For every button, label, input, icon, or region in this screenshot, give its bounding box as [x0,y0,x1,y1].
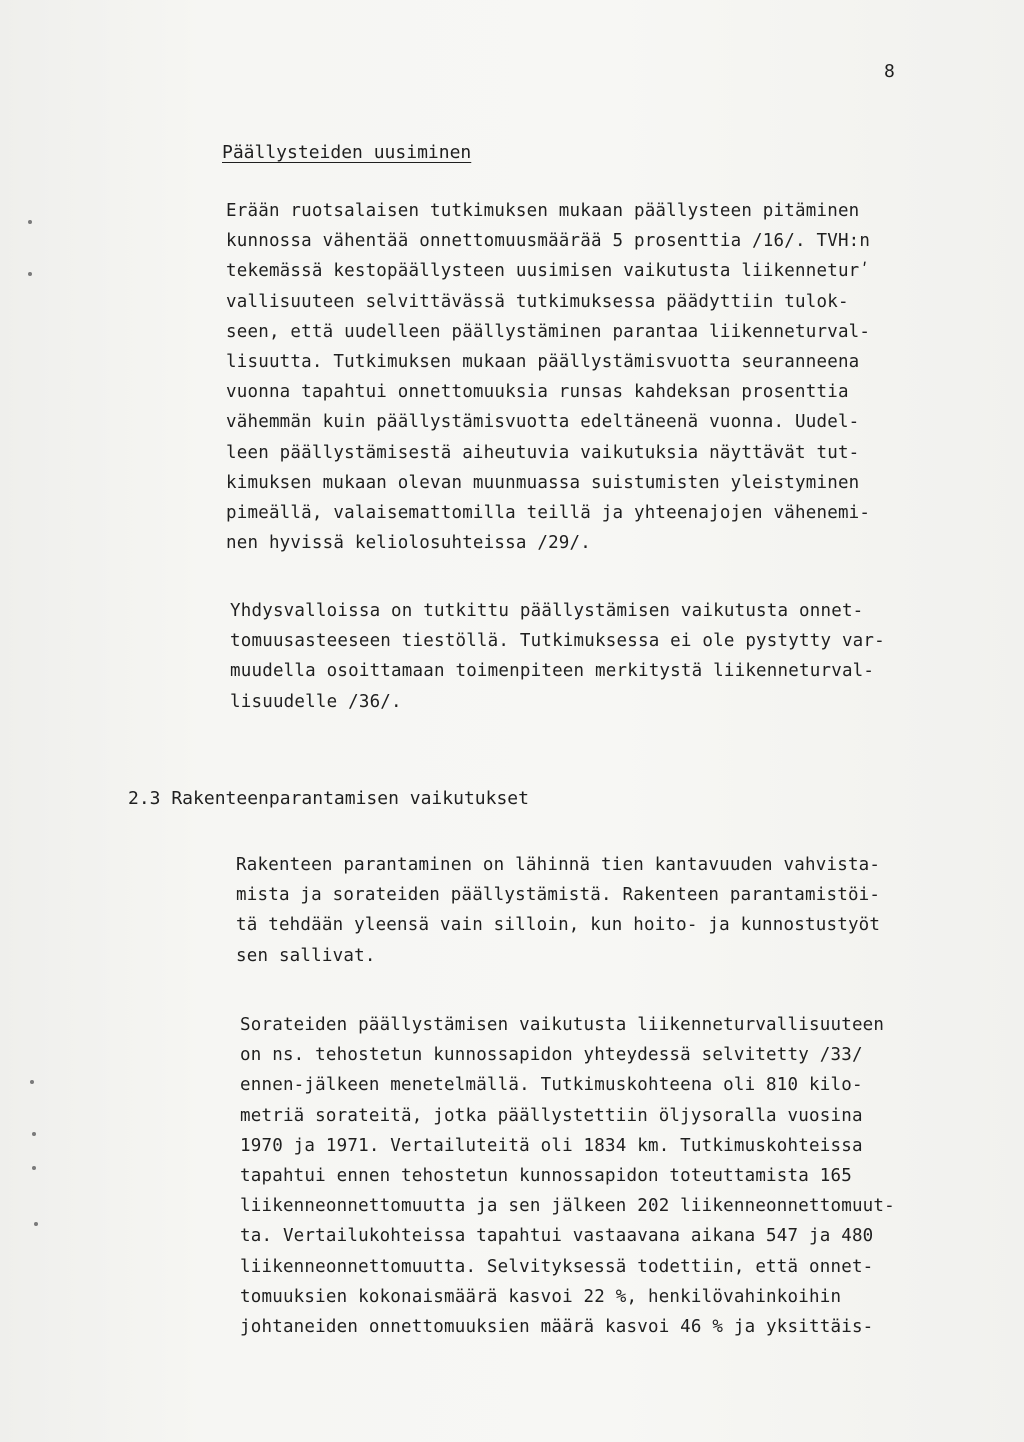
section-heading: 2.3 Rakenteenparantamisen vaikutukset [128,788,529,809]
text-line: metriä sorateitä, jotka päällystettiin öljysoralla vuosina [240,1105,863,1126]
text-line: kimuksen mukaan olevan muunmuassa suistumisten yleistyminen [226,472,860,493]
text-line: liikenneonnettomuutta. Selvityksessä todettiin, että onnet- [240,1256,874,1277]
text-line: muudella osoittamaan toimenpiteen merkitystä liikenneturval- [230,661,875,682]
text-line: tomuuksien kokonaismäärä kasvoi 22 %, henkilövahinkoihin [240,1286,842,1307]
text-line: johtaneiden onnettomuuksien määrä kasvoi 46 % ja yksittäis- [240,1317,874,1338]
text-line: pimeällä, valaisemattomilla teillä ja yhteenajojen vähenemi- [226,503,871,524]
page-number: 8 [884,61,895,82]
text-line: Erään ruotsalaisen tutkimuksen mukaan päällysteen pitäminen [226,201,860,221]
text-line: mista ja sorateiden päällystämistä. Rakenteen parantamistöi- [236,885,881,906]
text-line: lisuudelle /36/. [230,691,402,712]
text-line: vuonna tapahtui onnettomuuksia runsas kahdeksan prosenttia [226,382,849,403]
text-line: liikenneonnettomuutta ja sen jälkeen 202 liikenneonnettomuut- [240,1196,895,1217]
text-line: kunnossa vähentää onnettomuusmäärää 5 prosenttia /16/. TVH:n [226,231,871,252]
paragraph [240,1010,895,1342]
paragraph [236,850,880,971]
text-line: nen hyvissä keliolosuhteissa /29/. [226,533,592,554]
paragraph [230,596,885,717]
scan-mark [32,1166,36,1170]
text-line: vallisuuteen selvittävässä tutkimuksessa päädyttiin tulok- [226,291,849,312]
text-line: tapahtui ennen tehostetun kunnossapidon toteuttamista 165 [240,1166,852,1187]
text-line: lisuutta. Tutkimuksen mukaan päällystämisvuotta seuranneena [226,352,860,373]
paragraph [226,196,870,558]
text-line: ennen-jälkeen menetelmällä. Tutkimuskohteena oli 810 kilo- [240,1075,863,1096]
text-line: tä tehdään yleensä vain silloin, kun hoito- ja kunnostustyöt [236,915,881,936]
text-line: Yhdysvalloissa on tutkittu päällystämisen vaikutusta onnet- [230,601,864,621]
text-line: sen sallivat. [236,945,376,966]
subsection-heading: Päällysteiden uusiminen [222,142,472,163]
scan-mark [34,1222,38,1226]
text-line: on ns. tehostetun kunnossapidon yhteydessä selvitetty /33/ [240,1045,863,1066]
scan-mark [32,1132,36,1136]
text-line: tomuusasteeseen tiestöllä. Tutkimuksessa ei ole pystytty var- [230,631,885,652]
text-line: Sorateiden päällystämisen vaikutusta liikenneturvallisuuteen [240,1015,885,1035]
text-line: ta. Vertailukohteissa tapahtui vastaavana aikana 547 ja 480 [240,1226,874,1247]
text-line: Rakenteen parantaminen on lähinnä tien kantavuuden vahvista- [236,855,881,875]
text-line: vähemmän kuin päällystämisvuotta edeltäneenä vuonna. Uudel- [226,412,860,433]
scan-mark [28,220,32,224]
scan-mark [28,272,32,276]
text-line: 1970 ja 1971. Vertailuteitä oli 1834 km. Tutkimuskohteissa [240,1135,863,1156]
text-line: seen, että uudelleen päällystäminen parantaa liikenneturval- [226,321,871,342]
text-line: leen päällystämisestä aiheutuvia vaikutuksia näyttävät tut- [226,442,860,463]
text-line: tekemässä kestopäällysteen uusimisen vaikutusta liikenneturʹ [226,261,871,282]
scan-mark [30,1080,34,1084]
